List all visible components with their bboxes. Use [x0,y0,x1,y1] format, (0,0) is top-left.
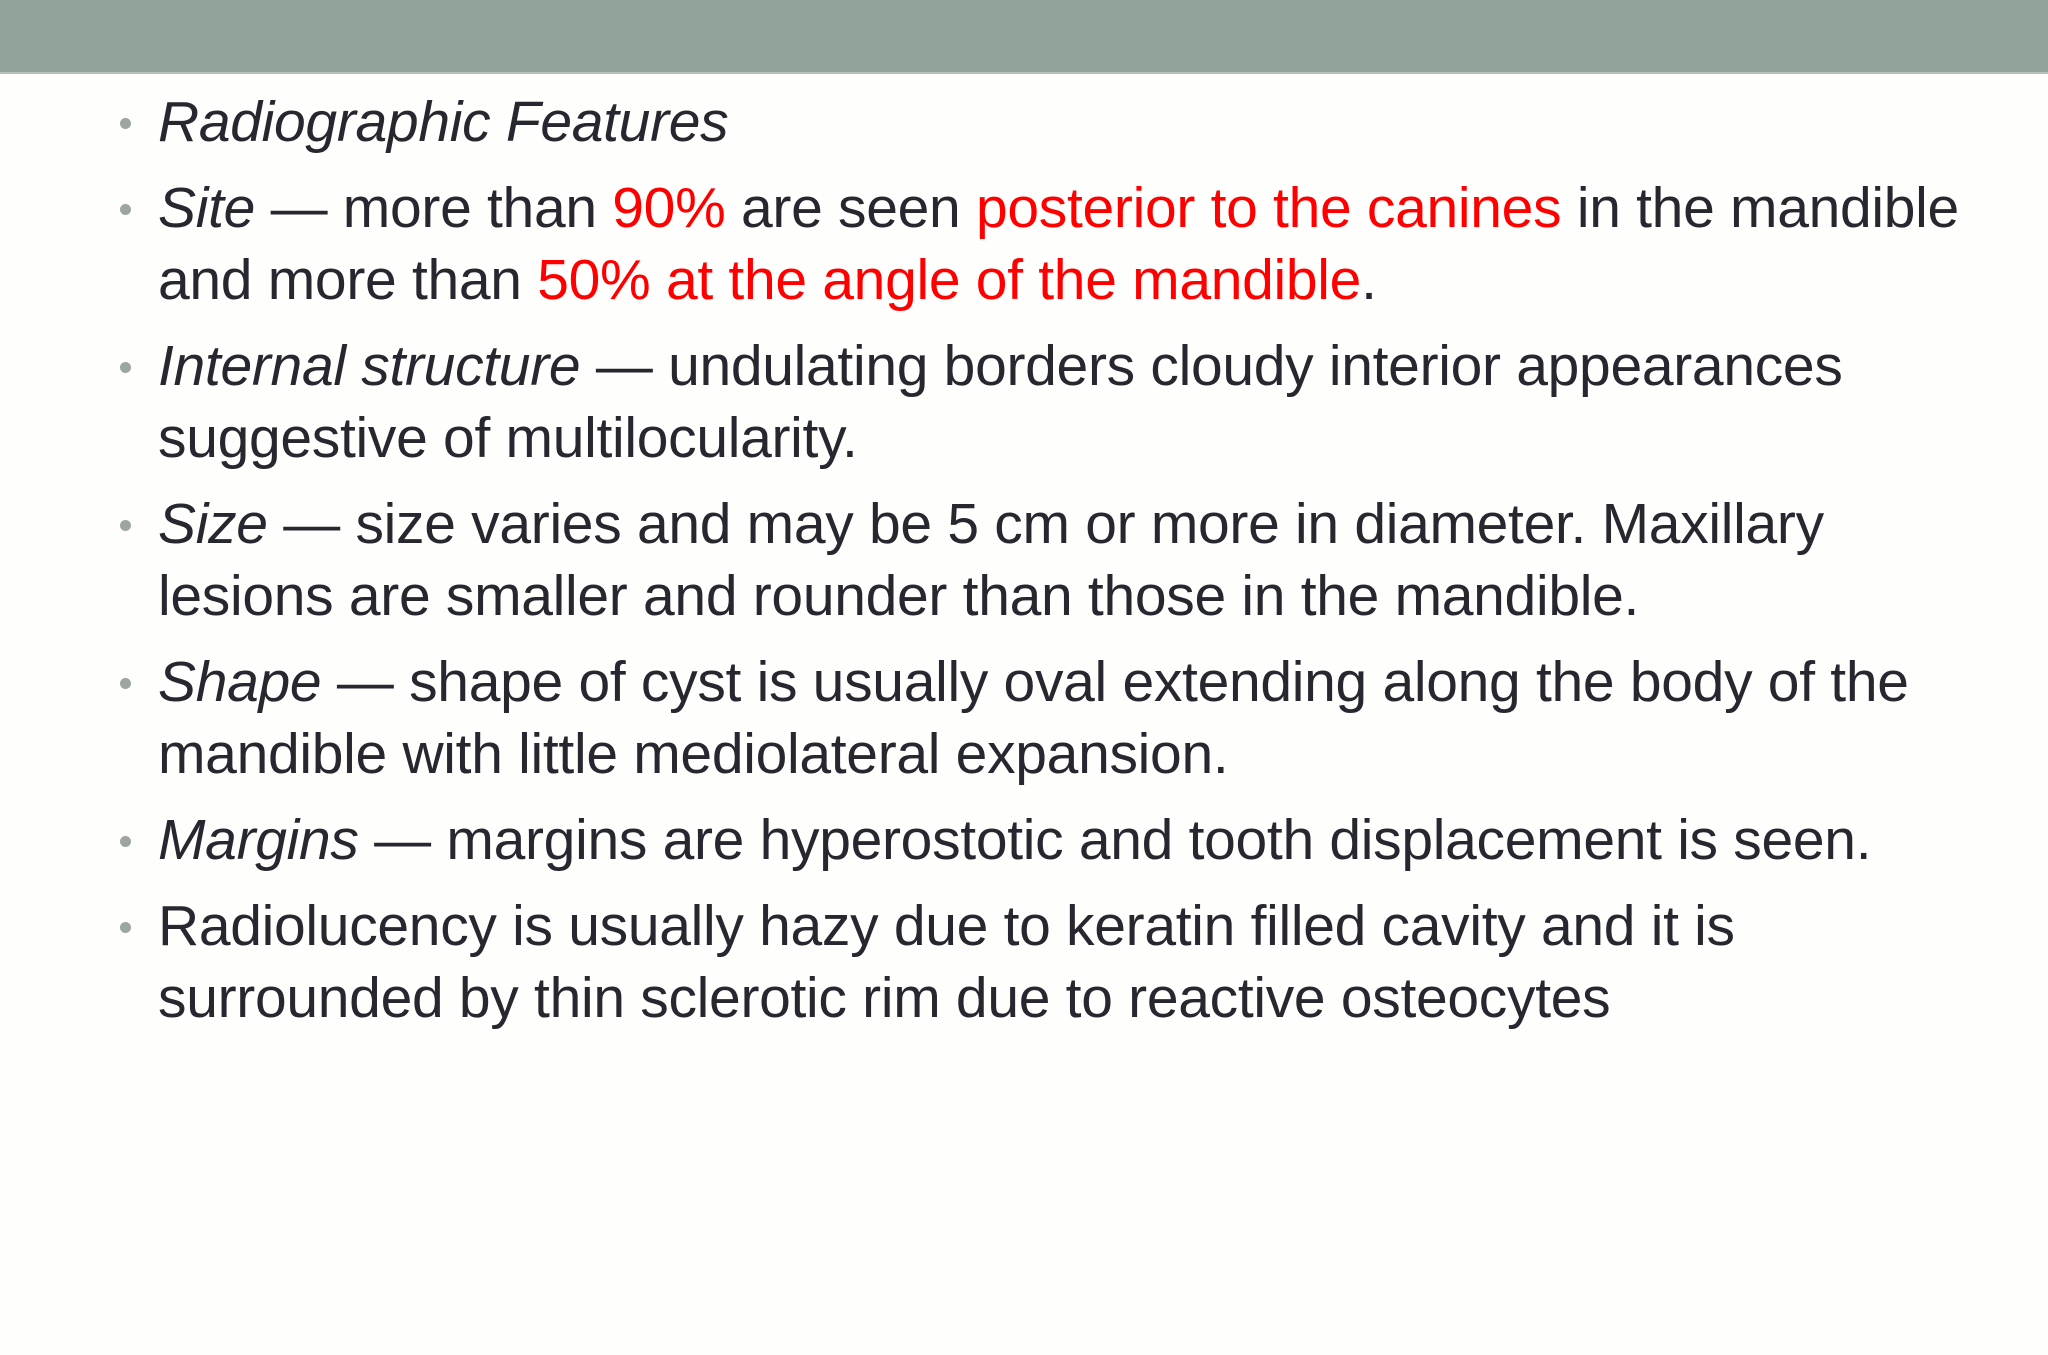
bullet-radiolucency [118,890,1998,1034]
section-heading: Radiographic Features [158,90,729,154]
bullet-text: — undulating borders cloudy interior appearances suggestive of multilocularity. [158,334,1843,470]
bullet-text: — margins are hyperostotic and tooth displacement is seen. [358,808,1872,872]
term-label: Site [158,176,256,240]
bullet-list [118,86,1998,1034]
slide-header-band [0,0,2048,74]
bullet-shape [118,646,1998,790]
highlight-text: posterior to the canines [975,176,1562,240]
highlight-text: 90% [612,176,726,240]
bullet-text: Radiolucency is usually hazy due to keratin filled cavity and it is surrounded by thin sclerotic rim due to reactive osteocytes [158,894,1735,1030]
highlight-text: 50% at the angle of the mandible [537,248,1362,312]
bullet-size [118,488,1998,632]
bullet-internal-structure [118,330,1998,474]
bullet-dot-icon [120,678,131,689]
term-label: Shape [158,650,322,714]
bullet-text: in the mandible and more than [158,176,1959,312]
bullet-text: — size varies and may be 5 cm or more in diameter. Maxillary lesions are smaller and rounder than those in the mandible. [158,492,1824,628]
term-label: Internal structure [158,334,581,398]
bullet-margins [118,804,1998,876]
bullet-site [118,172,1998,316]
bullet-text: — more than [255,176,613,240]
bullet-dot-icon [120,520,131,531]
term-label: Margins [158,808,359,872]
bullet-dot-icon [120,922,131,933]
bullet-dot-icon [120,362,131,373]
bullet-dot-icon [120,204,131,215]
bullet-text: . [1361,248,1377,312]
slide-content [118,86,1998,1048]
bullet-text: — shape of cyst is usually oval extending along the body of the mandible with little mediolateral expansion. [158,650,1909,786]
bullet-radiographic-features [118,86,1998,158]
bullet-dot-icon [120,836,131,847]
bullet-text: are seen [725,176,976,240]
bullet-dot-icon [120,118,131,129]
term-label: Size [158,492,268,556]
